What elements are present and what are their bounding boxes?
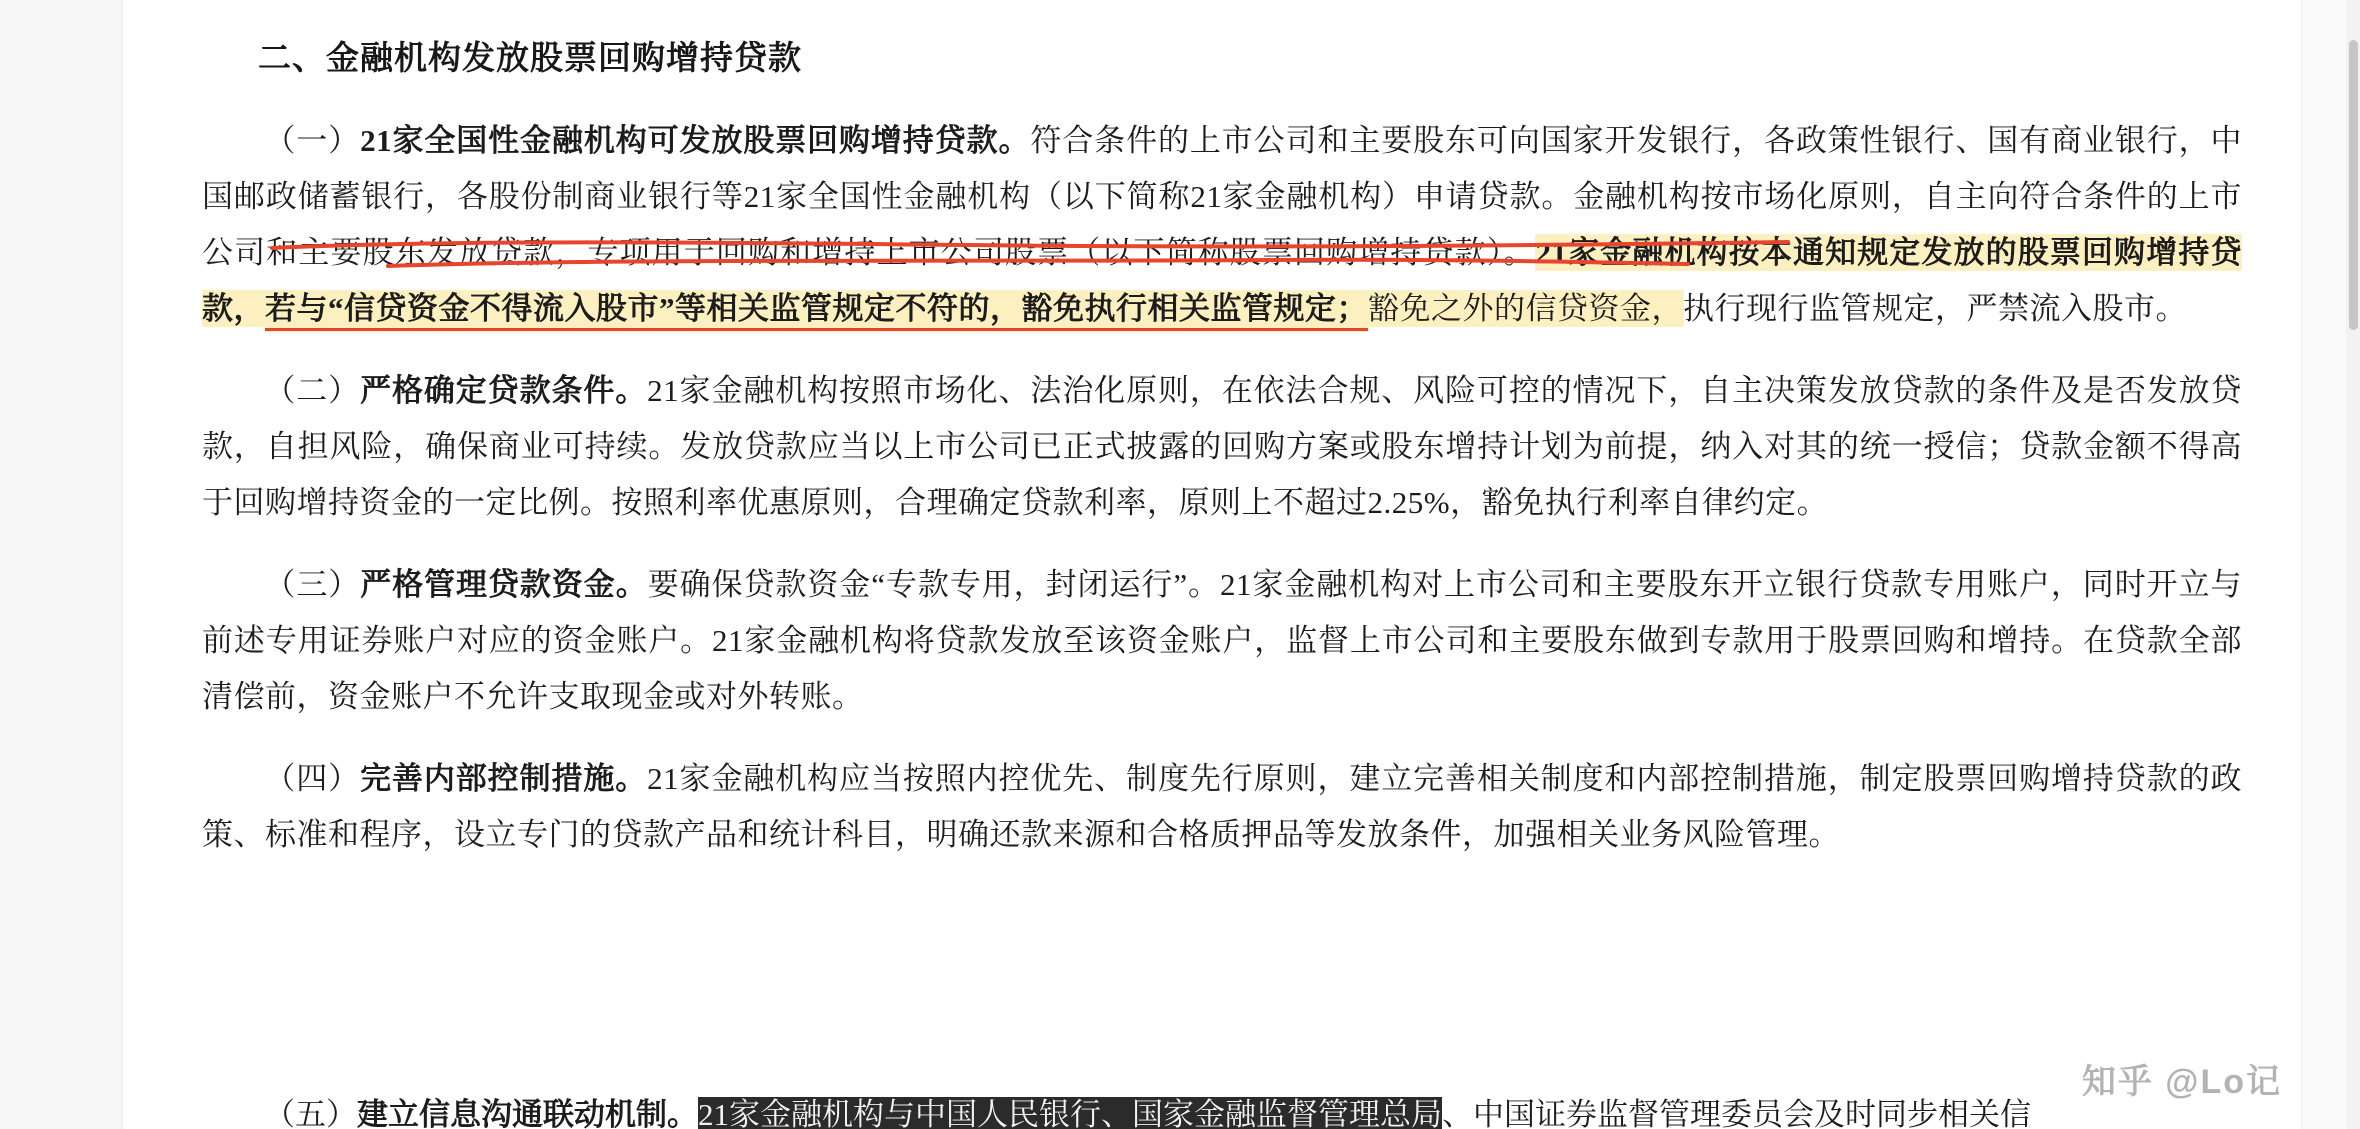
para1-highlight-underlined: 若与“信贷资金不得流入股市”等相关监管规定不符的，豁免执行相关监管规定； (265, 291, 1368, 331)
para2-run-2: 21家金融机构按照市场化、法治化原则，在依法合规、风险可控的情况下，自主决策发放贷款的条件及是否发放贷款，自担风险，确保商业可持续。发放贷款应当以上市公司已正式披露的回购方案或股东增持计划为前提，纳入对其的统一授信；贷款金额不得高于回购增持资金的一定比例。按照利率优惠原则，合理确定贷款利率，原则上不超过2.25%，豁免执行利率自律约定。 (202, 373, 2243, 520)
para3-run-0: （三） (264, 567, 361, 602)
para3-run-2: 要确保贷款资金“专款专用，封闭运行”。21家金融机构对上市公司和主要股东开立银行贷款专用账户，同时开立与前述专用证券账户对应的资金账户。21家金融机构将贷款发放至该资金账户，监督上市公司和主要股东做到专款用于股票回购和增持。在贷款全部清偿前，资金账户不允许支取现金或对外转账。 (202, 567, 2243, 714)
section-heading: 二、金融机构发放股票回购增持贷款 (258, 41, 802, 77)
para4-run-2: 21家金融机构应当按照内控优先、制度先行原则，建立完善相关制度和内部控制措施，制定股票回购增持贷款的政策、标准和程序，设立专门的贷款产品和统计科目，明确还款来源和合格质押品等发放条件，加强相关业务风险管理。 (202, 761, 2243, 852)
bottom-bold-start: 建立信息沟通联动机制。 (357, 1097, 698, 1129)
bottom-prefix: （五） (264, 1097, 357, 1129)
clipped-bottom-paragraph (202, 1095, 2118, 1129)
para1-run-1: 21家全国性金融机构可发放股票回购增持贷款。 (360, 123, 1031, 158)
document-body (122, 0, 2302, 1129)
vertical-scrollbar[interactable] (2346, 0, 2360, 1129)
paragraph-2 (202, 363, 2242, 531)
para2-run-1: 严格确定贷款条件。 (360, 373, 648, 408)
para4-run-0: （四） (264, 761, 361, 796)
para1-highlight-1: 21家金融机构按本通知规定发放的股票回购增持贷款， (202, 235, 2242, 326)
paragraph-1 (202, 113, 2242, 337)
watermark (2082, 1054, 2282, 1103)
paragraph-4 (202, 751, 2242, 863)
para4-run-1: 完善内部控制措施。 (360, 761, 648, 796)
bottom-suffix: 、中国证券监督管理委员会及时同步相关信 (1442, 1097, 2031, 1129)
para1-highlight-2: 豁免之外的信贷资金， (1368, 291, 1683, 326)
bottom-selected-text: 21家金融机构与中国人民银行、国家金融监督管理总局 (698, 1097, 1442, 1129)
para2-run-0: （二） (264, 373, 361, 408)
scrollbar-thumb[interactable] (2349, 40, 2358, 330)
page-left-margin (0, 0, 123, 1129)
watermark-text: 知乎 @Lo记 (2081, 1063, 2282, 1101)
para1-run-0: （一） (264, 123, 361, 158)
para3-run-1: 严格管理贷款资金。 (360, 567, 648, 602)
para1-run-2: 符合条件的上市公司和主要股东可向国家开发银行，各政策性银行、国有商业银行，中国邮政储蓄银行，各股份制商业银行等21家全国性金融机构（以下简称21家金融机构）申请贷款。金融机构按市场化原则，自主向符合条件的上市公司和主要股东发放贷款，专项用于回购和增持上市公司股票（以下简称股票回购增持贷款）。 (202, 123, 2243, 270)
paragraph-3 (202, 557, 2242, 725)
para1-run-6: 执行现行监管规定，严禁流入股市。 (1683, 291, 2187, 326)
